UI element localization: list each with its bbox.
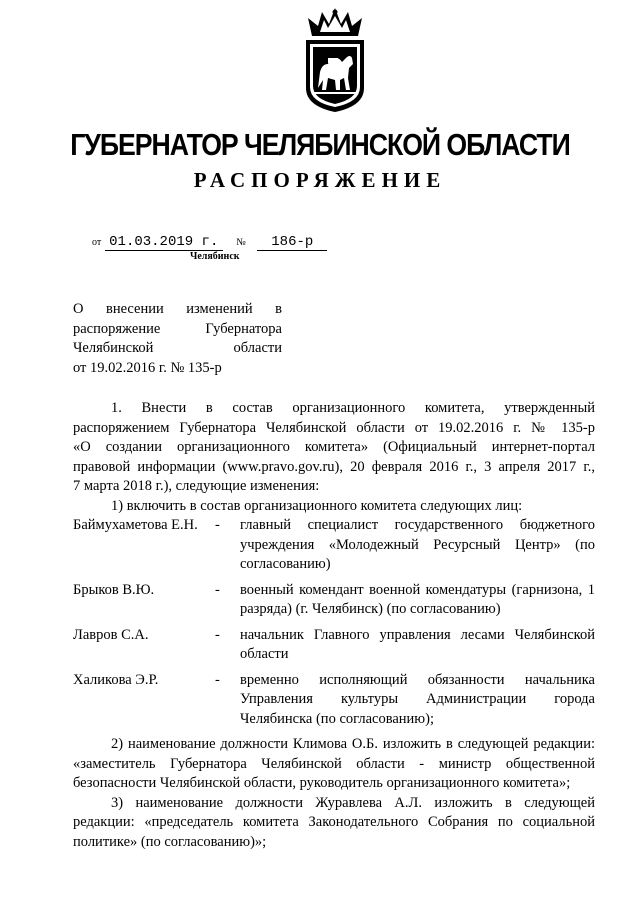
date-number-line <box>92 234 327 251</box>
coat-of-arms-icon <box>298 6 372 114</box>
person-row <box>73 671 595 730</box>
city-label: Челябинск <box>190 251 240 262</box>
document-body <box>73 399 595 852</box>
paragraph-line: правовой информации (www.pravo.gov.ru), 20 февраля 2016 г., 3 апреля 2017 г., <box>73 458 595 475</box>
paragraph-line: «О создании организационного комитета» (Официальный интернет-портал <box>73 439 595 455</box>
subject-line: от 19.02.2016 г. № 135-р <box>73 359 222 376</box>
governor-title: ГУБЕРНАТОР ЧЕЛЯБИНСКОЙ ОБЛАСТИ <box>70 127 570 162</box>
person-row <box>73 581 595 620</box>
paragraph-line: 1. Внести в состав организационного комитета, утвержденный <box>111 400 595 416</box>
document-date: 01.03.2019 г. <box>105 235 223 251</box>
person-dash: - <box>215 581 220 598</box>
subject-line: О внесении изменений в <box>73 301 282 317</box>
person-name: Брыков В.Ю. <box>73 581 155 598</box>
person-name: Лавров С.А. <box>73 626 149 643</box>
item-1: 1) включить в состав организационного комитета следующих лиц: <box>111 497 523 514</box>
paragraph-line: распоряжением Губернатора Челябинской области от 19.02.2016 г. № 135-р <box>73 419 595 436</box>
subject-block <box>73 300 282 378</box>
item-3: 3) наименование должности Журавлева А.Л. изложить в следующей редакции: «председатель комитета Законодательного Собрания по социальной политике» (по согласованию)»; <box>73 794 595 850</box>
person-dash: - <box>215 517 220 533</box>
person-position: главный специалист государственного бюджетного учреждения «Молодежный Ресурсный Центр» (по согласованию) <box>240 517 595 572</box>
person-row <box>73 626 595 665</box>
person-position: военный комендант военной комендатуры (гарнизона, 1 разряда) (г. Челябинск) (по согласованию) <box>240 581 595 617</box>
person-dash: - <box>215 671 220 688</box>
person-position: начальник Главного управления лесами Челябинской области <box>240 626 595 662</box>
item-2: 2) наименование должности Климова О.Б. изложить в следующей редакции: «заместитель Губернатора Челябинской области - министр общественной безопасности Челябинской области, руководитель организационного комитета»; <box>73 736 595 791</box>
person-position: временно исполняющий обязанности начальника Управления культуры Администрации города Челябинска (по согласованию); <box>240 671 595 727</box>
document-type: РАСПОРЯЖЕНИЕ <box>193 168 447 192</box>
number-label: № <box>236 237 246 248</box>
person-row <box>73 516 595 575</box>
person-dash: - <box>215 626 220 643</box>
paragraph-line: 7 марта 2018 г.), следующие изменения: <box>73 478 320 494</box>
subject-line: распоряжение Губернатора <box>73 320 282 337</box>
subject-line: Челябинской области <box>73 340 282 356</box>
document-number: 186-р <box>257 235 327 251</box>
person-name: Халикова Э.Р. <box>73 671 159 688</box>
person-name: Баймухаметова Е.Н. <box>73 517 198 533</box>
from-label: от <box>92 237 102 248</box>
